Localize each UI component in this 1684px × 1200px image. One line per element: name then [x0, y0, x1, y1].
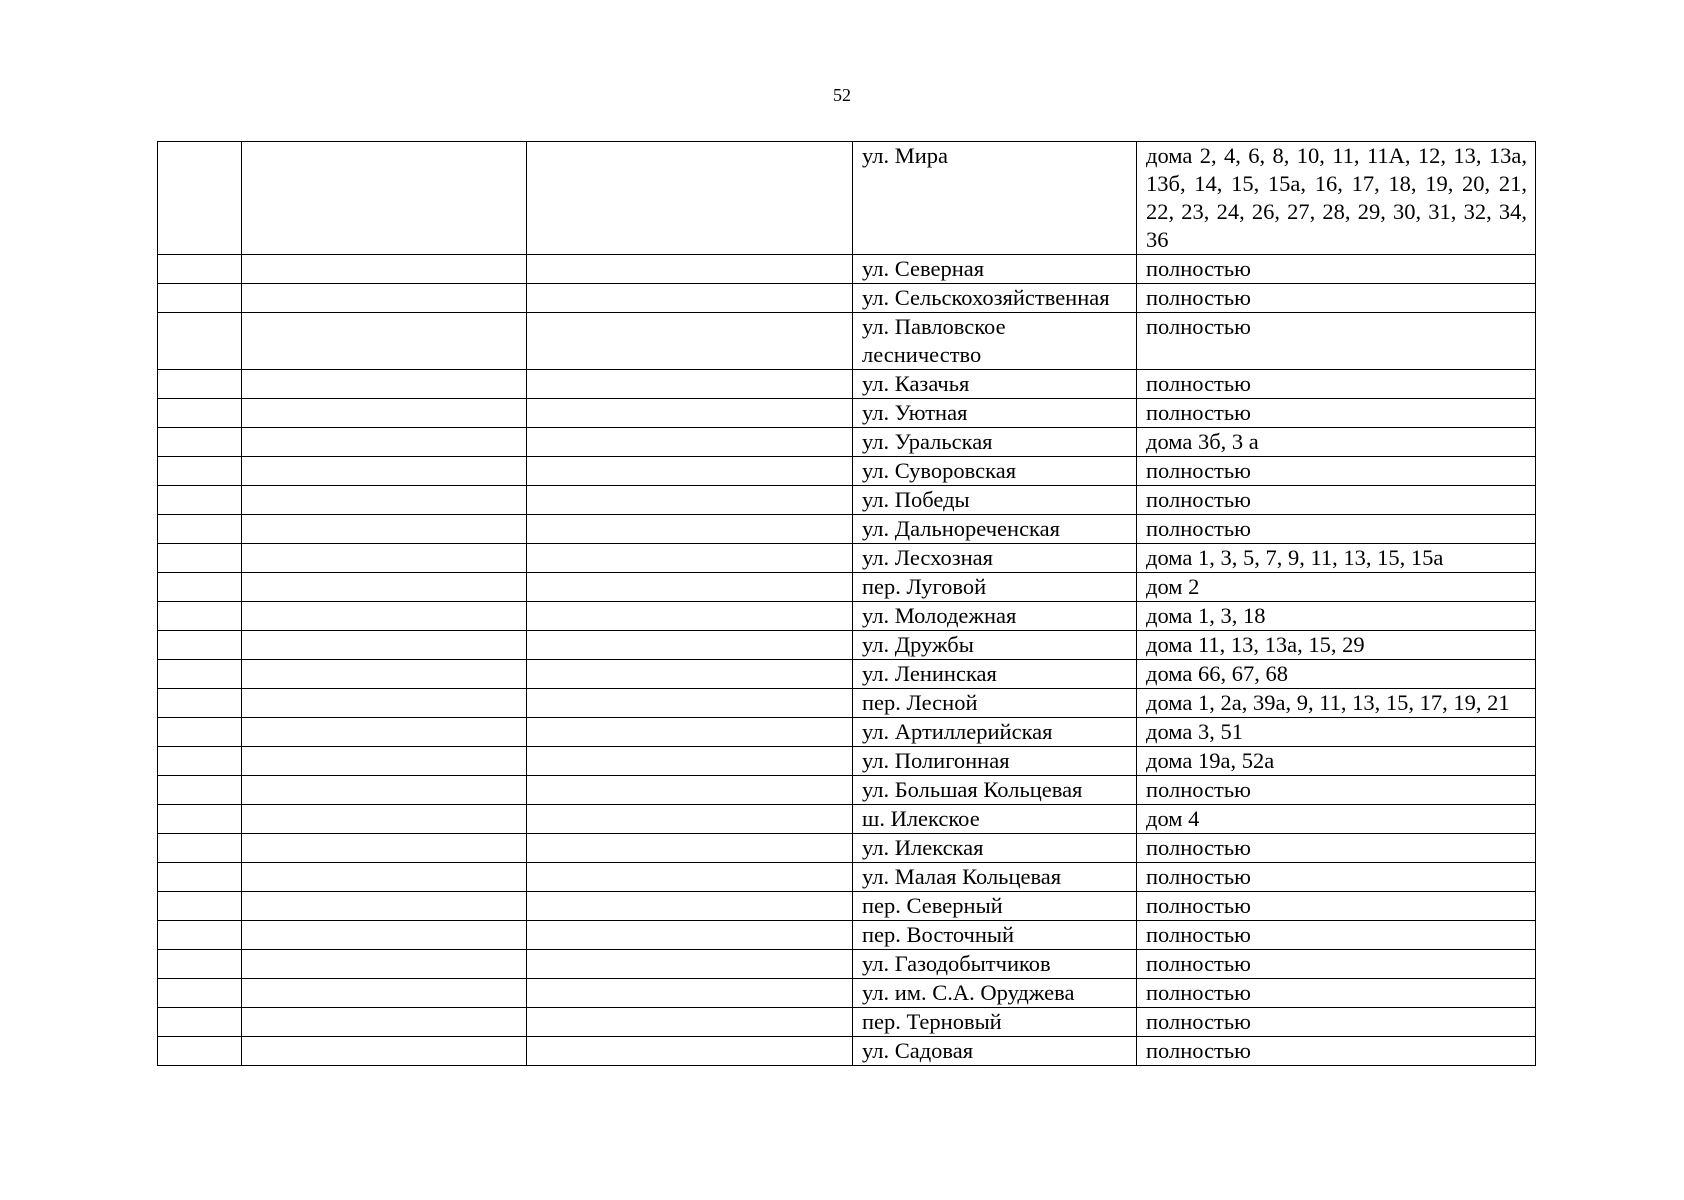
- empty-cell: [158, 863, 242, 892]
- empty-cell: [527, 486, 853, 515]
- street-cell: ул. Газодобытчиков: [853, 950, 1137, 979]
- street-cell: ул. Молодежная: [853, 602, 1137, 631]
- street-cell: ул. Сельскохозяйственная: [853, 284, 1137, 313]
- empty-cell: [242, 284, 527, 313]
- street-cell: ул. Ленинская: [853, 660, 1137, 689]
- empty-cell: [242, 457, 527, 486]
- empty-cell: [158, 892, 242, 921]
- street-cell: ул. Малая Кольцевая: [853, 863, 1137, 892]
- houses-cell: полностью: [1137, 776, 1536, 805]
- empty-cell: [158, 428, 242, 457]
- empty-cell: [158, 689, 242, 718]
- table-row: [158, 892, 1536, 921]
- houses-cell: полностью: [1137, 284, 1536, 313]
- empty-cell: [527, 718, 853, 747]
- street-cell: пер. Терновый: [853, 1008, 1137, 1037]
- empty-cell: [242, 370, 527, 399]
- table-row: [158, 457, 1536, 486]
- table-row: [158, 255, 1536, 284]
- empty-cell: [158, 515, 242, 544]
- empty-cell: [242, 255, 527, 284]
- empty-cell: [527, 515, 853, 544]
- empty-cell: [527, 979, 853, 1008]
- table-row: [158, 834, 1536, 863]
- street-cell: ул. Казачья: [853, 370, 1137, 399]
- empty-cell: [158, 284, 242, 313]
- empty-cell: [527, 776, 853, 805]
- empty-cell: [158, 544, 242, 573]
- street-cell: ул. Северная: [853, 255, 1137, 284]
- empty-cell: [158, 1037, 242, 1066]
- street-cell: ул. Победы: [853, 486, 1137, 515]
- street-cell: ул. Большая Кольцевая: [853, 776, 1137, 805]
- empty-cell: [158, 747, 242, 776]
- empty-cell: [527, 255, 853, 284]
- houses-cell: полностью: [1137, 834, 1536, 863]
- table-row: [158, 863, 1536, 892]
- page-number: 52: [833, 85, 851, 105]
- street-cell: ул. Павловское лесничество: [853, 313, 1137, 370]
- houses-cell: полностью: [1137, 1008, 1536, 1037]
- table-row: [158, 142, 1536, 255]
- empty-cell: [527, 142, 853, 255]
- empty-cell: [242, 142, 527, 255]
- houses-cell: полностью: [1137, 486, 1536, 515]
- empty-cell: [527, 863, 853, 892]
- street-cell: ул. Илекская: [853, 834, 1137, 863]
- street-cell: ул. Артиллерийская: [853, 718, 1137, 747]
- empty-cell: [527, 805, 853, 834]
- empty-cell: [242, 313, 527, 370]
- table-row: [158, 631, 1536, 660]
- houses-cell: полностью: [1137, 1037, 1536, 1066]
- houses-cell: полностью: [1137, 399, 1536, 428]
- empty-cell: [242, 631, 527, 660]
- empty-cell: [158, 370, 242, 399]
- empty-cell: [527, 834, 853, 863]
- empty-cell: [158, 602, 242, 631]
- street-cell: ул. Мира: [853, 142, 1137, 255]
- empty-cell: [242, 776, 527, 805]
- empty-cell: [527, 284, 853, 313]
- houses-cell: дома 66, 67, 68: [1137, 660, 1536, 689]
- street-cell: пер. Луговой: [853, 573, 1137, 602]
- empty-cell: [242, 1037, 527, 1066]
- street-cell: ул. Полигонная: [853, 747, 1137, 776]
- empty-cell: [158, 660, 242, 689]
- street-cell: ул. Суворовская: [853, 457, 1137, 486]
- empty-cell: [158, 805, 242, 834]
- street-cell: ул. Уютная: [853, 399, 1137, 428]
- houses-cell: дома 3б, 3 а: [1137, 428, 1536, 457]
- empty-cell: [158, 313, 242, 370]
- houses-cell: дома 19а, 52а: [1137, 747, 1536, 776]
- street-cell: пер. Восточный: [853, 921, 1137, 950]
- empty-cell: [527, 892, 853, 921]
- empty-cell: [242, 805, 527, 834]
- houses-cell: дома 3, 51: [1137, 718, 1536, 747]
- empty-cell: [527, 399, 853, 428]
- table-row: [158, 313, 1536, 370]
- empty-cell: [158, 1008, 242, 1037]
- empty-cell: [527, 950, 853, 979]
- empty-cell: [527, 457, 853, 486]
- table-row: [158, 573, 1536, 602]
- table-row: [158, 747, 1536, 776]
- table-row: [158, 805, 1536, 834]
- empty-cell: [527, 1008, 853, 1037]
- street-cell: пер. Северный: [853, 892, 1137, 921]
- empty-cell: [158, 457, 242, 486]
- houses-cell: дом 4: [1137, 805, 1536, 834]
- empty-cell: [158, 950, 242, 979]
- table-row: [158, 486, 1536, 515]
- houses-cell: дома 2, 4, 6, 8, 10, 11, 11А, 12, 13, 13а, 13б, 14, 15, 15а, 16, 17, 18, 19, 20, 21, 22, 23, 24, 26, 27, 28, 29, 30, 31, 32, 34, 36: [1137, 142, 1536, 255]
- table-row: [158, 428, 1536, 457]
- houses-cell: дом 2: [1137, 573, 1536, 602]
- empty-cell: [527, 428, 853, 457]
- houses-cell: полностью: [1137, 515, 1536, 544]
- empty-cell: [242, 747, 527, 776]
- table-row: [158, 544, 1536, 573]
- empty-cell: [158, 486, 242, 515]
- street-cell: ул. Уральская: [853, 428, 1137, 457]
- street-cell: ул. Садовая: [853, 1037, 1137, 1066]
- address-table-body: [158, 142, 1536, 1066]
- empty-cell: [527, 544, 853, 573]
- empty-cell: [527, 313, 853, 370]
- houses-cell: дома 1, 3, 18: [1137, 602, 1536, 631]
- table-row: [158, 950, 1536, 979]
- empty-cell: [527, 573, 853, 602]
- table-row: [158, 979, 1536, 1008]
- empty-cell: [158, 255, 242, 284]
- empty-cell: [527, 631, 853, 660]
- empty-cell: [527, 370, 853, 399]
- houses-cell: полностью: [1137, 921, 1536, 950]
- empty-cell: [158, 776, 242, 805]
- empty-cell: [158, 399, 242, 428]
- houses-cell: полностью: [1137, 370, 1536, 399]
- empty-cell: [242, 689, 527, 718]
- empty-cell: [242, 660, 527, 689]
- empty-cell: [158, 142, 242, 255]
- street-cell: ш. Илекское: [853, 805, 1137, 834]
- table-row: [158, 921, 1536, 950]
- houses-cell: дома 1, 2а, 39а, 9, 11, 13, 15, 17, 19, 21: [1137, 689, 1536, 718]
- table-row: [158, 1037, 1536, 1066]
- empty-cell: [242, 399, 527, 428]
- empty-cell: [158, 718, 242, 747]
- houses-cell: полностью: [1137, 950, 1536, 979]
- houses-cell: полностью: [1137, 979, 1536, 1008]
- address-table: [157, 141, 1536, 1066]
- empty-cell: [527, 660, 853, 689]
- table-row: [158, 284, 1536, 313]
- empty-cell: [242, 486, 527, 515]
- empty-cell: [527, 602, 853, 631]
- empty-cell: [242, 718, 527, 747]
- houses-cell: полностью: [1137, 255, 1536, 284]
- street-cell: ул. Дружбы: [853, 631, 1137, 660]
- empty-cell: [158, 979, 242, 1008]
- street-cell: ул. Дальнореченская: [853, 515, 1137, 544]
- empty-cell: [242, 921, 527, 950]
- empty-cell: [158, 573, 242, 602]
- empty-cell: [527, 1037, 853, 1066]
- empty-cell: [158, 631, 242, 660]
- empty-cell: [242, 573, 527, 602]
- table-row: [158, 718, 1536, 747]
- street-cell: ул. Лесхозная: [853, 544, 1137, 573]
- table-row: [158, 689, 1536, 718]
- houses-cell: полностью: [1137, 863, 1536, 892]
- table-row: [158, 399, 1536, 428]
- empty-cell: [242, 515, 527, 544]
- houses-cell: полностью: [1137, 457, 1536, 486]
- table-row: [158, 1008, 1536, 1037]
- empty-cell: [242, 544, 527, 573]
- empty-cell: [242, 979, 527, 1008]
- table-row: [158, 776, 1536, 805]
- houses-cell: полностью: [1137, 313, 1536, 370]
- empty-cell: [527, 921, 853, 950]
- empty-cell: [158, 921, 242, 950]
- street-cell: ул. им. С.А. Оруджева: [853, 979, 1137, 1008]
- empty-cell: [242, 834, 527, 863]
- houses-cell: полностью: [1137, 892, 1536, 921]
- empty-cell: [242, 602, 527, 631]
- empty-cell: [527, 747, 853, 776]
- street-cell: пер. Лесной: [853, 689, 1137, 718]
- empty-cell: [242, 950, 527, 979]
- empty-cell: [158, 834, 242, 863]
- empty-cell: [242, 1008, 527, 1037]
- empty-cell: [242, 428, 527, 457]
- empty-cell: [242, 892, 527, 921]
- empty-cell: [242, 863, 527, 892]
- table-row: [158, 602, 1536, 631]
- houses-cell: дома 11, 13, 13а, 15, 29: [1137, 631, 1536, 660]
- table-row: [158, 370, 1536, 399]
- empty-cell: [527, 689, 853, 718]
- table-row: [158, 515, 1536, 544]
- table-row: [158, 660, 1536, 689]
- houses-cell: дома 1, 3, 5, 7, 9, 11, 13, 15, 15а: [1137, 544, 1536, 573]
